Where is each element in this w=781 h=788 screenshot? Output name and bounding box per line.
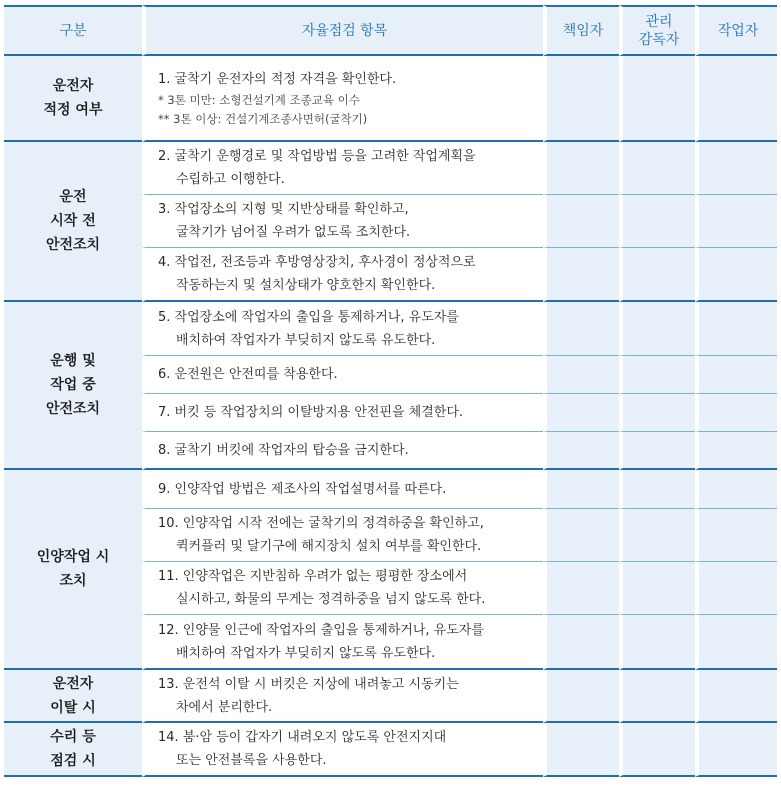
supervisor-check-cell[interactable]	[619, 394, 695, 432]
table-row	[4, 470, 777, 509]
item-text: 배치하여 작업자가 부딪히지 않도록 유도한다.	[176, 332, 436, 348]
responsible-check-cell[interactable]	[543, 723, 619, 777]
responsible-check-cell[interactable]	[543, 562, 619, 615]
responsible-check-cell[interactable]	[543, 195, 619, 248]
category-driver-qualification: 운전자 적정 여부	[4, 56, 142, 142]
item-text: 11. 인양작업은 지반침하 우려가 없는 평평한 장소에서	[158, 569, 468, 584]
item-text: 3. 작업장소의 지형 및 지반상태를 확인하고,	[158, 202, 409, 217]
worker-check-cell[interactable]	[695, 509, 777, 562]
responsible-check-cell[interactable]	[543, 356, 619, 394]
worker-check-cell[interactable]	[695, 248, 777, 302]
category-lifting-work: 인양작업 시 조치	[4, 470, 142, 670]
category-pre-operation-safety: 운전 시작 전 안전조치	[4, 142, 142, 302]
supervisor-check-cell[interactable]	[619, 562, 695, 615]
item-text: 차에서 분리한다.	[176, 699, 273, 715]
self-inspection-checklist-table	[4, 5, 777, 777]
header-responsible: 책임자	[543, 5, 619, 56]
header-row	[4, 5, 777, 56]
category-repair-inspection: 수리 등 점검 시	[4, 723, 142, 777]
responsible-check-cell[interactable]	[543, 470, 619, 509]
supervisor-check-cell[interactable]	[619, 432, 695, 470]
item-text: 굴착기가 넘어질 우려가 없도록 조치한다.	[176, 225, 411, 240]
item-13	[142, 670, 543, 723]
responsible-check-cell[interactable]	[543, 615, 619, 670]
item-note: * 3톤 미만: 소형건설기계 조종교육 이수	[158, 92, 360, 107]
supervisor-check-cell[interactable]	[619, 615, 695, 670]
worker-check-cell[interactable]	[695, 56, 777, 142]
table-row	[4, 56, 777, 142]
item-3	[142, 195, 543, 248]
item-1	[142, 56, 543, 142]
item-text: 13. 운전석 이탈 시 버킷은 지상에 내려놓고 시동키는	[158, 676, 459, 692]
table-row	[4, 670, 777, 723]
item-text: 배치하여 작업자가 부딪히지 않도록 유도한다.	[176, 645, 436, 661]
item-text: 1. 굴착기 운전자의 적정 자격을 확인한다.	[158, 71, 397, 87]
worker-check-cell[interactable]	[695, 195, 777, 248]
table-row	[4, 723, 777, 777]
table-row	[4, 302, 777, 356]
item-text: 14. 붐·암 등이 갑자기 내려오지 않도록 안전지지대	[158, 730, 447, 745]
item-2	[142, 142, 543, 195]
supervisor-check-cell[interactable]	[619, 356, 695, 394]
item-text: 5. 작업장소에 작업자의 출입을 통제하거나, 유도자를	[158, 309, 459, 325]
responsible-check-cell[interactable]	[543, 432, 619, 470]
supervisor-check-cell[interactable]	[619, 302, 695, 356]
item-text: 10. 인양작업 시작 전에는 굴착기의 정격하중을 확인하고,	[158, 516, 484, 531]
worker-check-cell[interactable]	[695, 562, 777, 615]
worker-check-cell[interactable]	[695, 356, 777, 394]
item-11	[142, 562, 543, 615]
supervisor-check-cell[interactable]	[619, 470, 695, 509]
item-5	[142, 302, 543, 356]
responsible-check-cell[interactable]	[543, 394, 619, 432]
worker-check-cell[interactable]	[695, 470, 777, 509]
item-7	[142, 394, 543, 432]
header-worker: 작업자	[695, 5, 777, 56]
item-14	[142, 723, 543, 777]
item-text: 12. 인양물 인근에 작업자의 출입을 통제하거나, 유도자를	[158, 622, 484, 638]
worker-check-cell[interactable]	[695, 432, 777, 470]
item-8	[142, 432, 543, 470]
supervisor-check-cell[interactable]	[619, 195, 695, 248]
item-text: 6. 운전원은 안전띠를 착용한다.	[158, 367, 338, 382]
worker-check-cell[interactable]	[695, 394, 777, 432]
responsible-check-cell[interactable]	[543, 248, 619, 302]
worker-check-cell[interactable]	[695, 723, 777, 777]
supervisor-check-cell[interactable]	[619, 142, 695, 195]
table-row	[4, 142, 777, 195]
item-6	[142, 356, 543, 394]
item-text: 7. 버킷 등 작업장치의 이탈방지용 안전핀을 체결한다.	[158, 405, 464, 420]
responsible-check-cell[interactable]	[543, 56, 619, 142]
item-9	[142, 470, 543, 509]
item-text: 작동하는지 및 설치상태가 양호한지 확인한다.	[176, 278, 436, 293]
item-note: ** 3톤 이상: 건설기계조종사면허(굴착기)	[158, 111, 368, 126]
item-4	[142, 248, 543, 302]
supervisor-check-cell[interactable]	[619, 509, 695, 562]
item-text: 수립하고 이행한다.	[176, 172, 285, 187]
responsible-check-cell[interactable]	[543, 670, 619, 723]
header-category: 구분	[4, 5, 142, 56]
category-in-operation-safety: 운행 및 작업 중 안전조치	[4, 302, 142, 470]
item-text: 또는 안전블록을 사용한다.	[176, 753, 327, 768]
responsible-check-cell[interactable]	[543, 509, 619, 562]
worker-check-cell[interactable]	[695, 302, 777, 356]
item-12	[142, 615, 543, 670]
item-text: 실시하고, 화물의 무게는 정격하중을 넘지 않도록 한다.	[176, 592, 486, 607]
item-text: 퀵커플러 및 달기구에 해지장치 설치 여부를 확인한다.	[176, 539, 482, 554]
supervisor-check-cell[interactable]	[619, 723, 695, 777]
item-10	[142, 509, 543, 562]
supervisor-check-cell[interactable]	[619, 248, 695, 302]
worker-check-cell[interactable]	[695, 670, 777, 723]
supervisor-check-cell[interactable]	[619, 670, 695, 723]
responsible-check-cell[interactable]	[543, 302, 619, 356]
header-supervisor: 관리 감독자	[619, 5, 695, 56]
item-text: 9. 인양작업 방법은 제조사의 작업설명서를 따른다.	[158, 481, 447, 497]
category-driver-leaving: 운전자 이탈 시	[4, 670, 142, 723]
item-text: 8. 굴착기 버킷에 작업자의 탑승을 금지한다.	[158, 442, 409, 458]
supervisor-check-cell[interactable]	[619, 56, 695, 142]
header-item: 자율점검 항목	[142, 5, 543, 56]
item-text: 4. 작업전, 전조등과 후방영상장치, 후사경이 정상적으로	[158, 255, 476, 270]
worker-check-cell[interactable]	[695, 142, 777, 195]
responsible-check-cell[interactable]	[543, 142, 619, 195]
worker-check-cell[interactable]	[695, 615, 777, 670]
item-text: 2. 굴착기 운행경로 및 작업방법 등을 고려한 작업계획을	[158, 149, 476, 164]
